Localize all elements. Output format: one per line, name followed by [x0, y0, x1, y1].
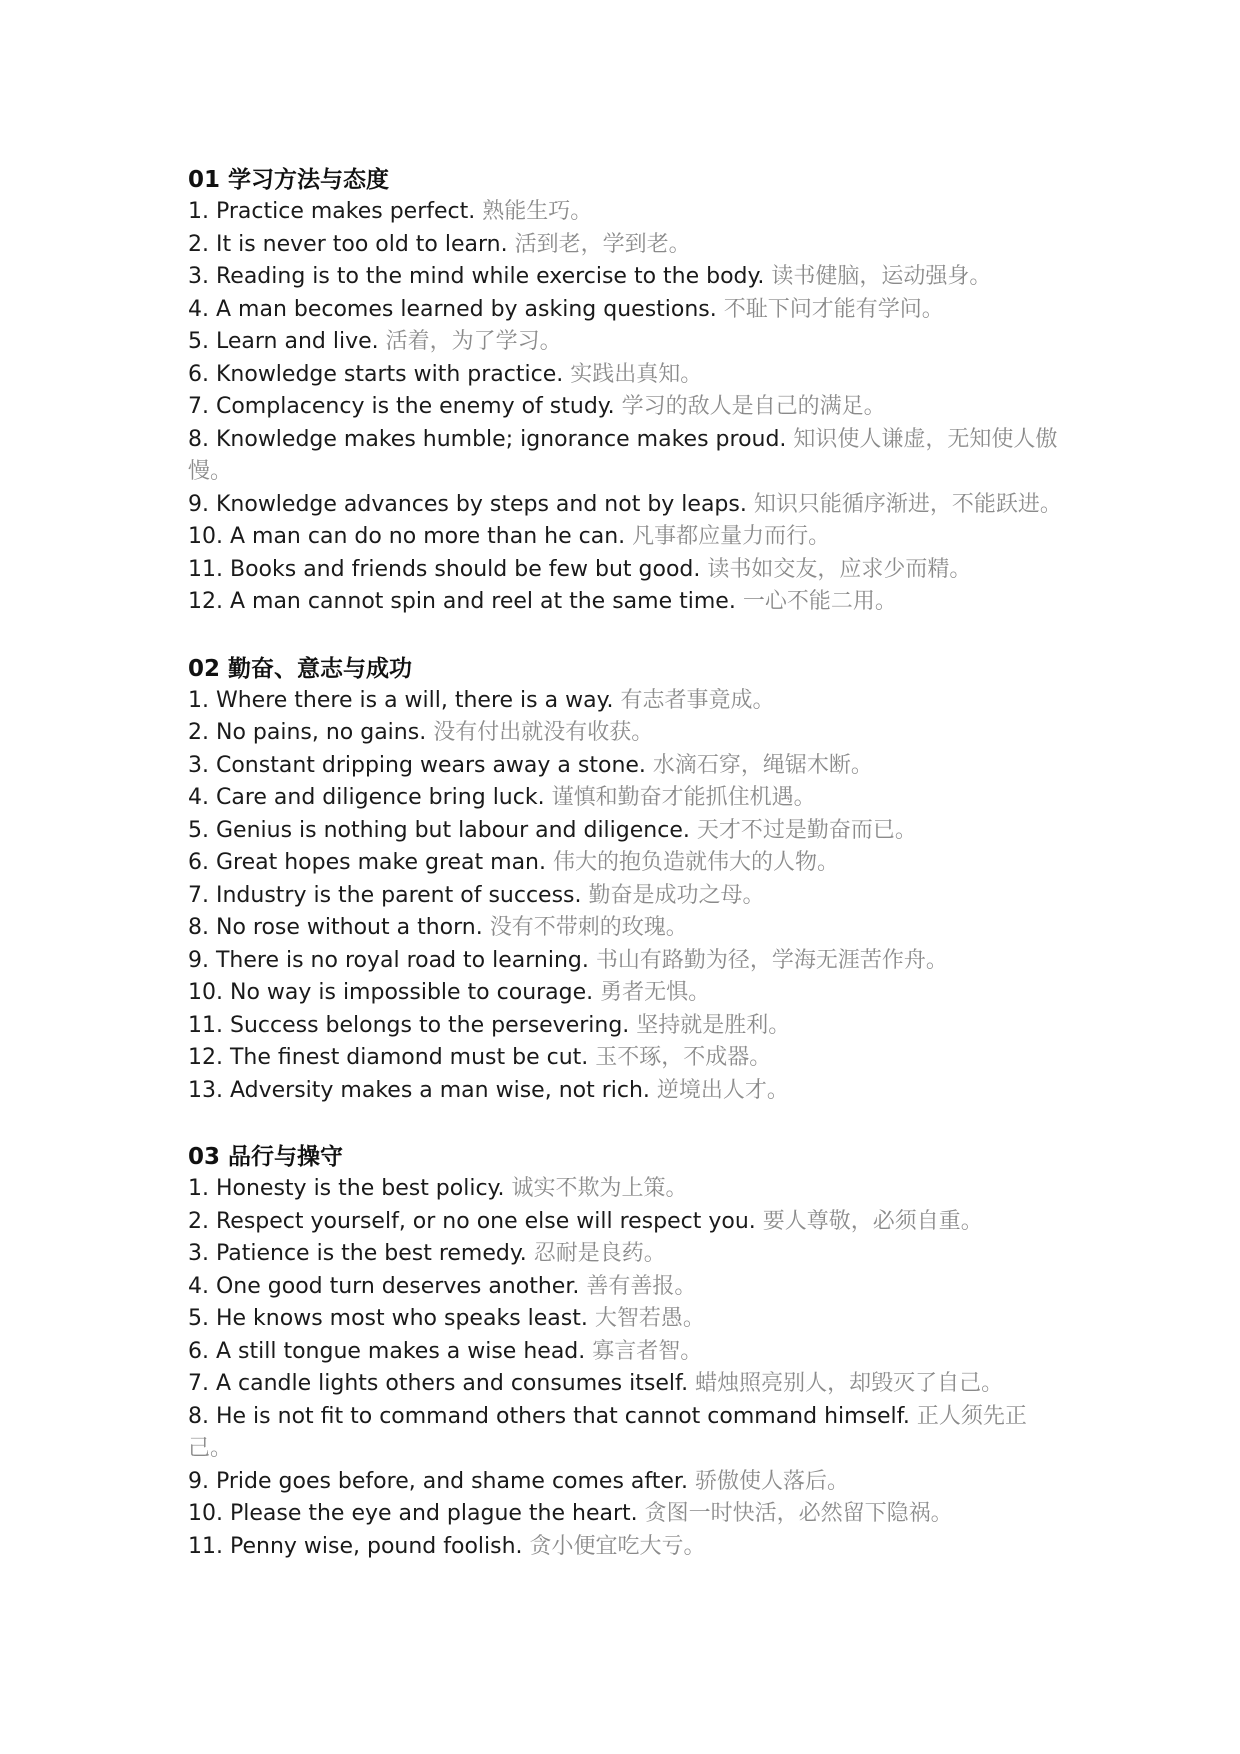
proverb-item	[188, 1271, 1063, 1304]
proverb-english: 4. A man becomes learned by asking questions.	[188, 296, 724, 322]
proverb-item	[188, 912, 1063, 945]
proverb-english: 6. A still tongue makes a wise head.	[188, 1338, 593, 1364]
proverb-english: 11. Books and friends should be few but good.	[188, 556, 708, 582]
proverb-item	[188, 554, 1063, 587]
proverb-item	[188, 586, 1063, 619]
proverb-item	[188, 1238, 1063, 1271]
proverb-english: 5. Genius is nothing but labour and diligence.	[188, 817, 697, 843]
proverb-item	[188, 685, 1063, 718]
proverb-chinese: 正人须先正己。	[188, 1403, 1027, 1461]
proverb-chinese: 知识只能循序渐进，不能跃进。	[753, 491, 1062, 517]
proverb-english: 8. No rose without a thorn.	[188, 915, 490, 940]
proverb-english: 1. Where there is a will, there is a way.	[188, 687, 621, 713]
proverb-chinese: 骄傲使人落后。	[694, 1468, 849, 1494]
proverb-chinese: 坚持就是胜利。	[636, 1012, 791, 1038]
proverb-english: 3. Constant dripping wears away a stone.	[188, 752, 653, 778]
document-page	[188, 164, 1063, 1597]
proverb-chinese: 诚实不欺为上策。	[511, 1176, 688, 1201]
proverb-chinese: 勤奋是成功之母。	[588, 882, 765, 908]
proverb-chinese: 天才不过是勤奋而已。	[696, 817, 917, 843]
proverb-chinese: 忍耐是良药。	[533, 1241, 666, 1266]
proverb-item	[188, 261, 1063, 294]
proverb-item	[188, 847, 1063, 880]
proverb-english: 4. One good turn deserves another.	[188, 1273, 587, 1299]
proverb-item	[188, 1075, 1063, 1108]
proverb-english: 1. Practice makes perfect.	[188, 199, 483, 224]
proverb-item	[188, 1010, 1063, 1043]
proverb-item	[188, 1336, 1063, 1369]
proverb-chinese: 活着，为了学习。	[385, 329, 562, 354]
proverb-chinese: 学习的敌人是自己的满足。	[621, 394, 886, 419]
proverb-english: 12. A man cannot spin and reel at the same time.	[188, 589, 743, 614]
proverb-chinese: 实践出真知。	[570, 361, 703, 387]
proverb-english: 9. There is no royal road to learning.	[188, 947, 596, 973]
proverb-english: 7. A candle lights others and consumes itself.	[188, 1371, 696, 1396]
proverb-item	[188, 1401, 1063, 1466]
proverb-item	[188, 717, 1063, 750]
proverb-chinese: 勇者无惧。	[600, 980, 711, 1005]
proverb-english: 1. Honesty is the best policy.	[188, 1176, 512, 1201]
proverb-chinese: 要人尊敬，必须自重。	[762, 1208, 983, 1234]
section-title: 02 勤奋、意志与成功	[188, 655, 413, 682]
proverb-item	[188, 1303, 1063, 1336]
proverb-chinese: 凡事都应量力而行。	[632, 524, 831, 549]
proverb-item	[188, 229, 1063, 262]
proverb-item	[188, 1206, 1063, 1239]
proverb-item	[188, 1531, 1063, 1564]
proverb-english: 10. A man can do no more than he can.	[188, 524, 633, 549]
proverb-english: 6. Knowledge starts with practice.	[188, 361, 571, 387]
proverb-chinese: 贪小便宜吃大亏。	[529, 1533, 706, 1559]
proverb-chinese: 谨慎和勤奋才能抓住机遇。	[551, 785, 816, 810]
section-diligence-success	[188, 653, 1063, 1108]
proverb-chinese: 大智若愚。	[594, 1306, 705, 1331]
proverb-english: 4. Care and diligence bring luck.	[188, 785, 552, 810]
proverb-item	[188, 1042, 1063, 1075]
proverb-item	[188, 1368, 1063, 1401]
proverb-english: 7. Complacency is the enemy of study.	[188, 394, 622, 419]
proverb-item	[188, 750, 1063, 783]
proverb-english: 3. Patience is the best remedy.	[188, 1241, 534, 1266]
proverb-chinese: 寡言者智。	[592, 1338, 703, 1364]
proverb-item	[188, 196, 1063, 229]
proverb-english: 10. No way is impossible to courage.	[188, 980, 601, 1005]
proverb-english: 5. Learn and live.	[188, 329, 386, 354]
proverb-item	[188, 391, 1063, 424]
proverb-chinese: 读书如交友，应求少而精。	[707, 556, 972, 582]
proverb-english: 8. Knowledge makes humble; ignorance makes proud.	[188, 426, 794, 452]
proverb-english: 6. Great hopes make great man.	[188, 850, 553, 875]
proverb-english: 10. Please the eye and plague the heart.	[188, 1501, 645, 1526]
proverb-item	[188, 782, 1063, 815]
proverb-english: 9. Pride goes before, and shame comes after.	[188, 1468, 695, 1494]
proverb-chinese: 熟能生巧。	[482, 199, 593, 224]
proverb-english: 2. It is never too old to learn.	[188, 231, 515, 257]
proverb-chinese: 没有付出就没有收获。	[433, 720, 654, 745]
proverb-chinese: 不耻下问才能有学问。	[723, 296, 944, 322]
proverb-chinese: 伟大的抱负造就伟大的人物。	[553, 850, 840, 875]
proverb-english: 13. Adversity makes a man wise, not rich.	[188, 1077, 657, 1103]
section-character-integrity	[188, 1141, 1063, 1563]
proverb-item	[188, 1498, 1063, 1531]
proverb-item	[188, 424, 1063, 489]
section-title: 03 品行与操守	[188, 1144, 344, 1170]
proverb-chinese: 读书健脑，运动强身。	[771, 264, 992, 289]
proverb-chinese: 水滴石穿，绳锯木断。	[652, 752, 873, 778]
section-study-methods	[188, 164, 1063, 619]
proverb-english: 12. The finest diamond must be cut.	[188, 1045, 596, 1070]
proverb-english: 2. Respect yourself, or no one else will respect you.	[188, 1208, 763, 1234]
proverb-item	[188, 945, 1063, 978]
proverb-item	[188, 1173, 1063, 1206]
proverb-english: 11. Success belongs to the persevering.	[188, 1012, 637, 1038]
proverb-english: 11. Penny wise, pound foolish.	[188, 1533, 530, 1559]
proverb-item	[188, 294, 1063, 327]
proverb-chinese: 一心不能二用。	[742, 589, 897, 614]
proverb-item	[188, 489, 1063, 522]
proverb-item	[188, 815, 1063, 848]
proverb-item	[188, 521, 1063, 554]
proverb-english: 5. He knows most who speaks least.	[188, 1306, 595, 1331]
proverb-english: 3. Reading is to the mind while exercise to the body.	[188, 264, 772, 289]
proverb-chinese: 善有善报。	[586, 1273, 697, 1299]
proverb-chinese: 书山有路勤为径，学海无涯苦作舟。	[595, 947, 948, 973]
proverb-chinese: 没有不带刺的玫瑰。	[489, 915, 688, 940]
proverb-english: 9. Knowledge advances by steps and not by leaps.	[188, 491, 754, 517]
proverb-item	[188, 1466, 1063, 1499]
proverb-item	[188, 880, 1063, 913]
proverb-item	[188, 326, 1063, 359]
proverb-chinese: 有志者事竟成。	[620, 687, 775, 713]
proverb-item	[188, 359, 1063, 392]
proverb-chinese: 贪图一时快活，必然留下隐祸。	[644, 1501, 953, 1526]
proverb-chinese: 活到老，学到老。	[514, 231, 691, 257]
proverb-chinese: 逆境出人才。	[656, 1077, 789, 1103]
section-title: 01 学习方法与态度	[188, 167, 390, 193]
proverb-english: 7. Industry is the parent of success.	[188, 882, 589, 908]
proverb-english: 8. He is not fit to command others that cannot command himself.	[188, 1403, 917, 1429]
proverb-chinese: 蜡烛照亮别人，却毁灭了自己。	[695, 1371, 1004, 1396]
proverb-chinese: 玉不琢，不成器。	[595, 1045, 772, 1070]
proverb-item	[188, 977, 1063, 1010]
proverb-chinese: 知识使人谦虚，无知使人傲慢。	[188, 426, 1058, 484]
proverb-english: 2. No pains, no gains.	[188, 720, 434, 745]
